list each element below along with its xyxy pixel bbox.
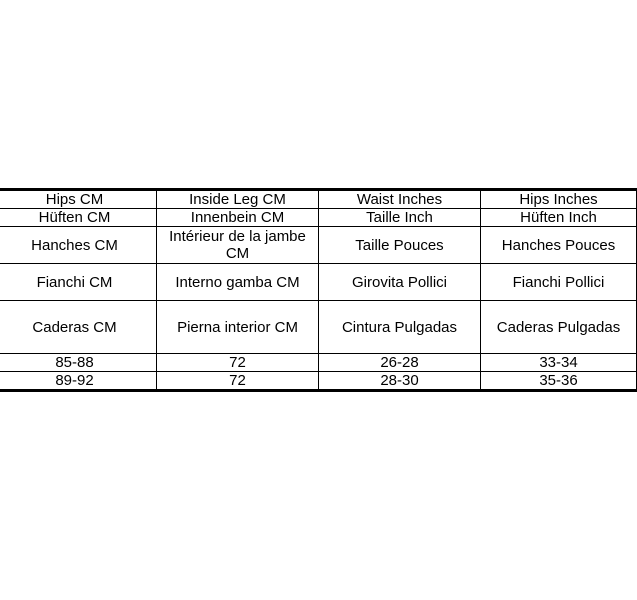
- table-row-data: [0, 354, 637, 372]
- table-cell: Intérieur de la jambe CM: [157, 227, 319, 264]
- table-row-german: [0, 209, 637, 227]
- table-cell: Innenbein CM: [157, 209, 319, 227]
- table-cell: Hips Inches: [481, 190, 637, 209]
- table-cell: 89-92: [0, 372, 157, 391]
- table-row-french: [0, 227, 637, 264]
- table-row-english: [0, 190, 637, 209]
- table-cell: Hüften CM: [0, 209, 157, 227]
- table-cell: Hips CM: [0, 190, 157, 209]
- table-cell: Fianchi Pollici: [481, 264, 637, 301]
- table-cell: Hüften Inch: [481, 209, 637, 227]
- table-cell: 28-30: [319, 372, 481, 391]
- table-cell: Hanches CM: [0, 227, 157, 264]
- table-cell: 72: [157, 372, 319, 391]
- table-cell: Inside Leg CM: [157, 190, 319, 209]
- table-cell: 26-28: [319, 354, 481, 372]
- table-cell: Fianchi CM: [0, 264, 157, 301]
- table-row-data: [0, 372, 637, 391]
- table-cell: 33-34: [481, 354, 637, 372]
- size-table-viewport: [0, 188, 621, 398]
- table-cell: Pierna interior CM: [157, 301, 319, 354]
- table-cell: 35-36: [481, 372, 637, 391]
- table-cell: Caderas Pulgadas: [481, 301, 637, 354]
- table-cell: Caderas CM: [0, 301, 157, 354]
- table-cell: Waist Inches: [319, 190, 481, 209]
- table-row-italian: [0, 264, 637, 301]
- table-cell: Taille Pouces: [319, 227, 481, 264]
- table-cell: 72: [157, 354, 319, 372]
- table-cell: Cintura Pulgadas: [319, 301, 481, 354]
- table-cell: Girovita Pollici: [319, 264, 481, 301]
- table-cell: Taille Inch: [319, 209, 481, 227]
- table-cell: 85-88: [0, 354, 157, 372]
- table-row-spanish: [0, 301, 637, 354]
- size-table: [0, 188, 637, 392]
- table-cell: Hanches Pouces: [481, 227, 637, 264]
- table-cell: Interno gamba CM: [157, 264, 319, 301]
